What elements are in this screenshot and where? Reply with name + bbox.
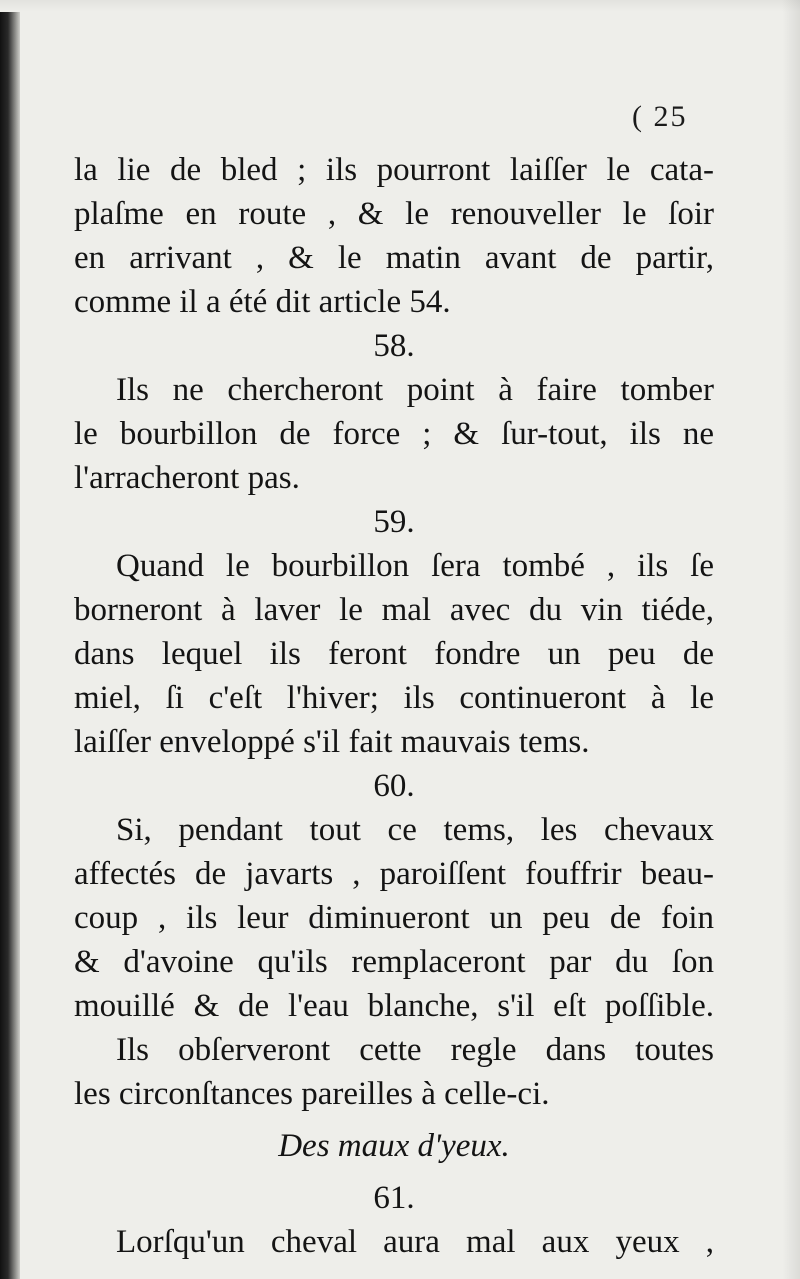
text-line: la lie de bled ; ils pourront laiſſer le cata- xyxy=(74,152,714,188)
article-number-59: 59. xyxy=(373,504,415,540)
text-line: Quand le bourbillon ſera tombé , ils ſe xyxy=(116,548,714,584)
page-top-edge xyxy=(0,0,800,12)
text-line: Ils ne chercheront point à faire tomber xyxy=(116,372,714,408)
text-line: laiſſer enveloppé s'il fait mauvais tems. xyxy=(74,724,590,760)
page-right-shade xyxy=(782,0,800,1279)
text-line: plaſme en route , & le renouveller le ſoir xyxy=(74,196,714,232)
text-line: coup , ils leur diminueront un peu de foin xyxy=(74,900,714,936)
article-number-61: 61. xyxy=(373,1180,415,1216)
text-line: & d'avoine qu'ils remplaceront par du ſon xyxy=(74,944,714,980)
text-line: affectés de javarts , paroiſſent fouffrir beau- xyxy=(74,856,714,892)
page-gutter-shadow xyxy=(0,0,20,1279)
article-number-60: 60. xyxy=(373,768,415,804)
text-line: borneront à laver le mal avec du vin tiéde, xyxy=(74,592,714,628)
section-heading: Des maux d'yeux. xyxy=(278,1128,510,1164)
text-line: l'arracheront pas. xyxy=(74,460,300,496)
text-line: le bourbillon de force ; & ſur-tout, ils ne xyxy=(74,416,714,452)
text-line: mouillé & de l'eau blanche, s'il eſt poſſible. xyxy=(74,988,714,1024)
text-line: Ils obſerveront cette regle dans toutes xyxy=(116,1032,714,1068)
text-line: Si, pendant tout ce tems, les chevaux xyxy=(116,812,714,848)
text-line: Lorſqu'un cheval aura mal aux yeux , xyxy=(116,1224,714,1260)
text-line: dans lequel ils feront fondre un peu de xyxy=(74,636,714,672)
text-line: miel, ſi c'eſt l'hiver; ils continueront à le xyxy=(74,680,714,716)
text-line: en arrivant , & le matin avant de partir, xyxy=(74,240,714,276)
text-line: comme il a été dit article 54. xyxy=(74,284,451,320)
page-header: ( 25 xyxy=(632,100,688,133)
article-number-58: 58. xyxy=(373,328,415,364)
page-body xyxy=(74,148,714,1264)
text-line: les circonſtances pareilles à celle-ci. xyxy=(74,1076,550,1112)
